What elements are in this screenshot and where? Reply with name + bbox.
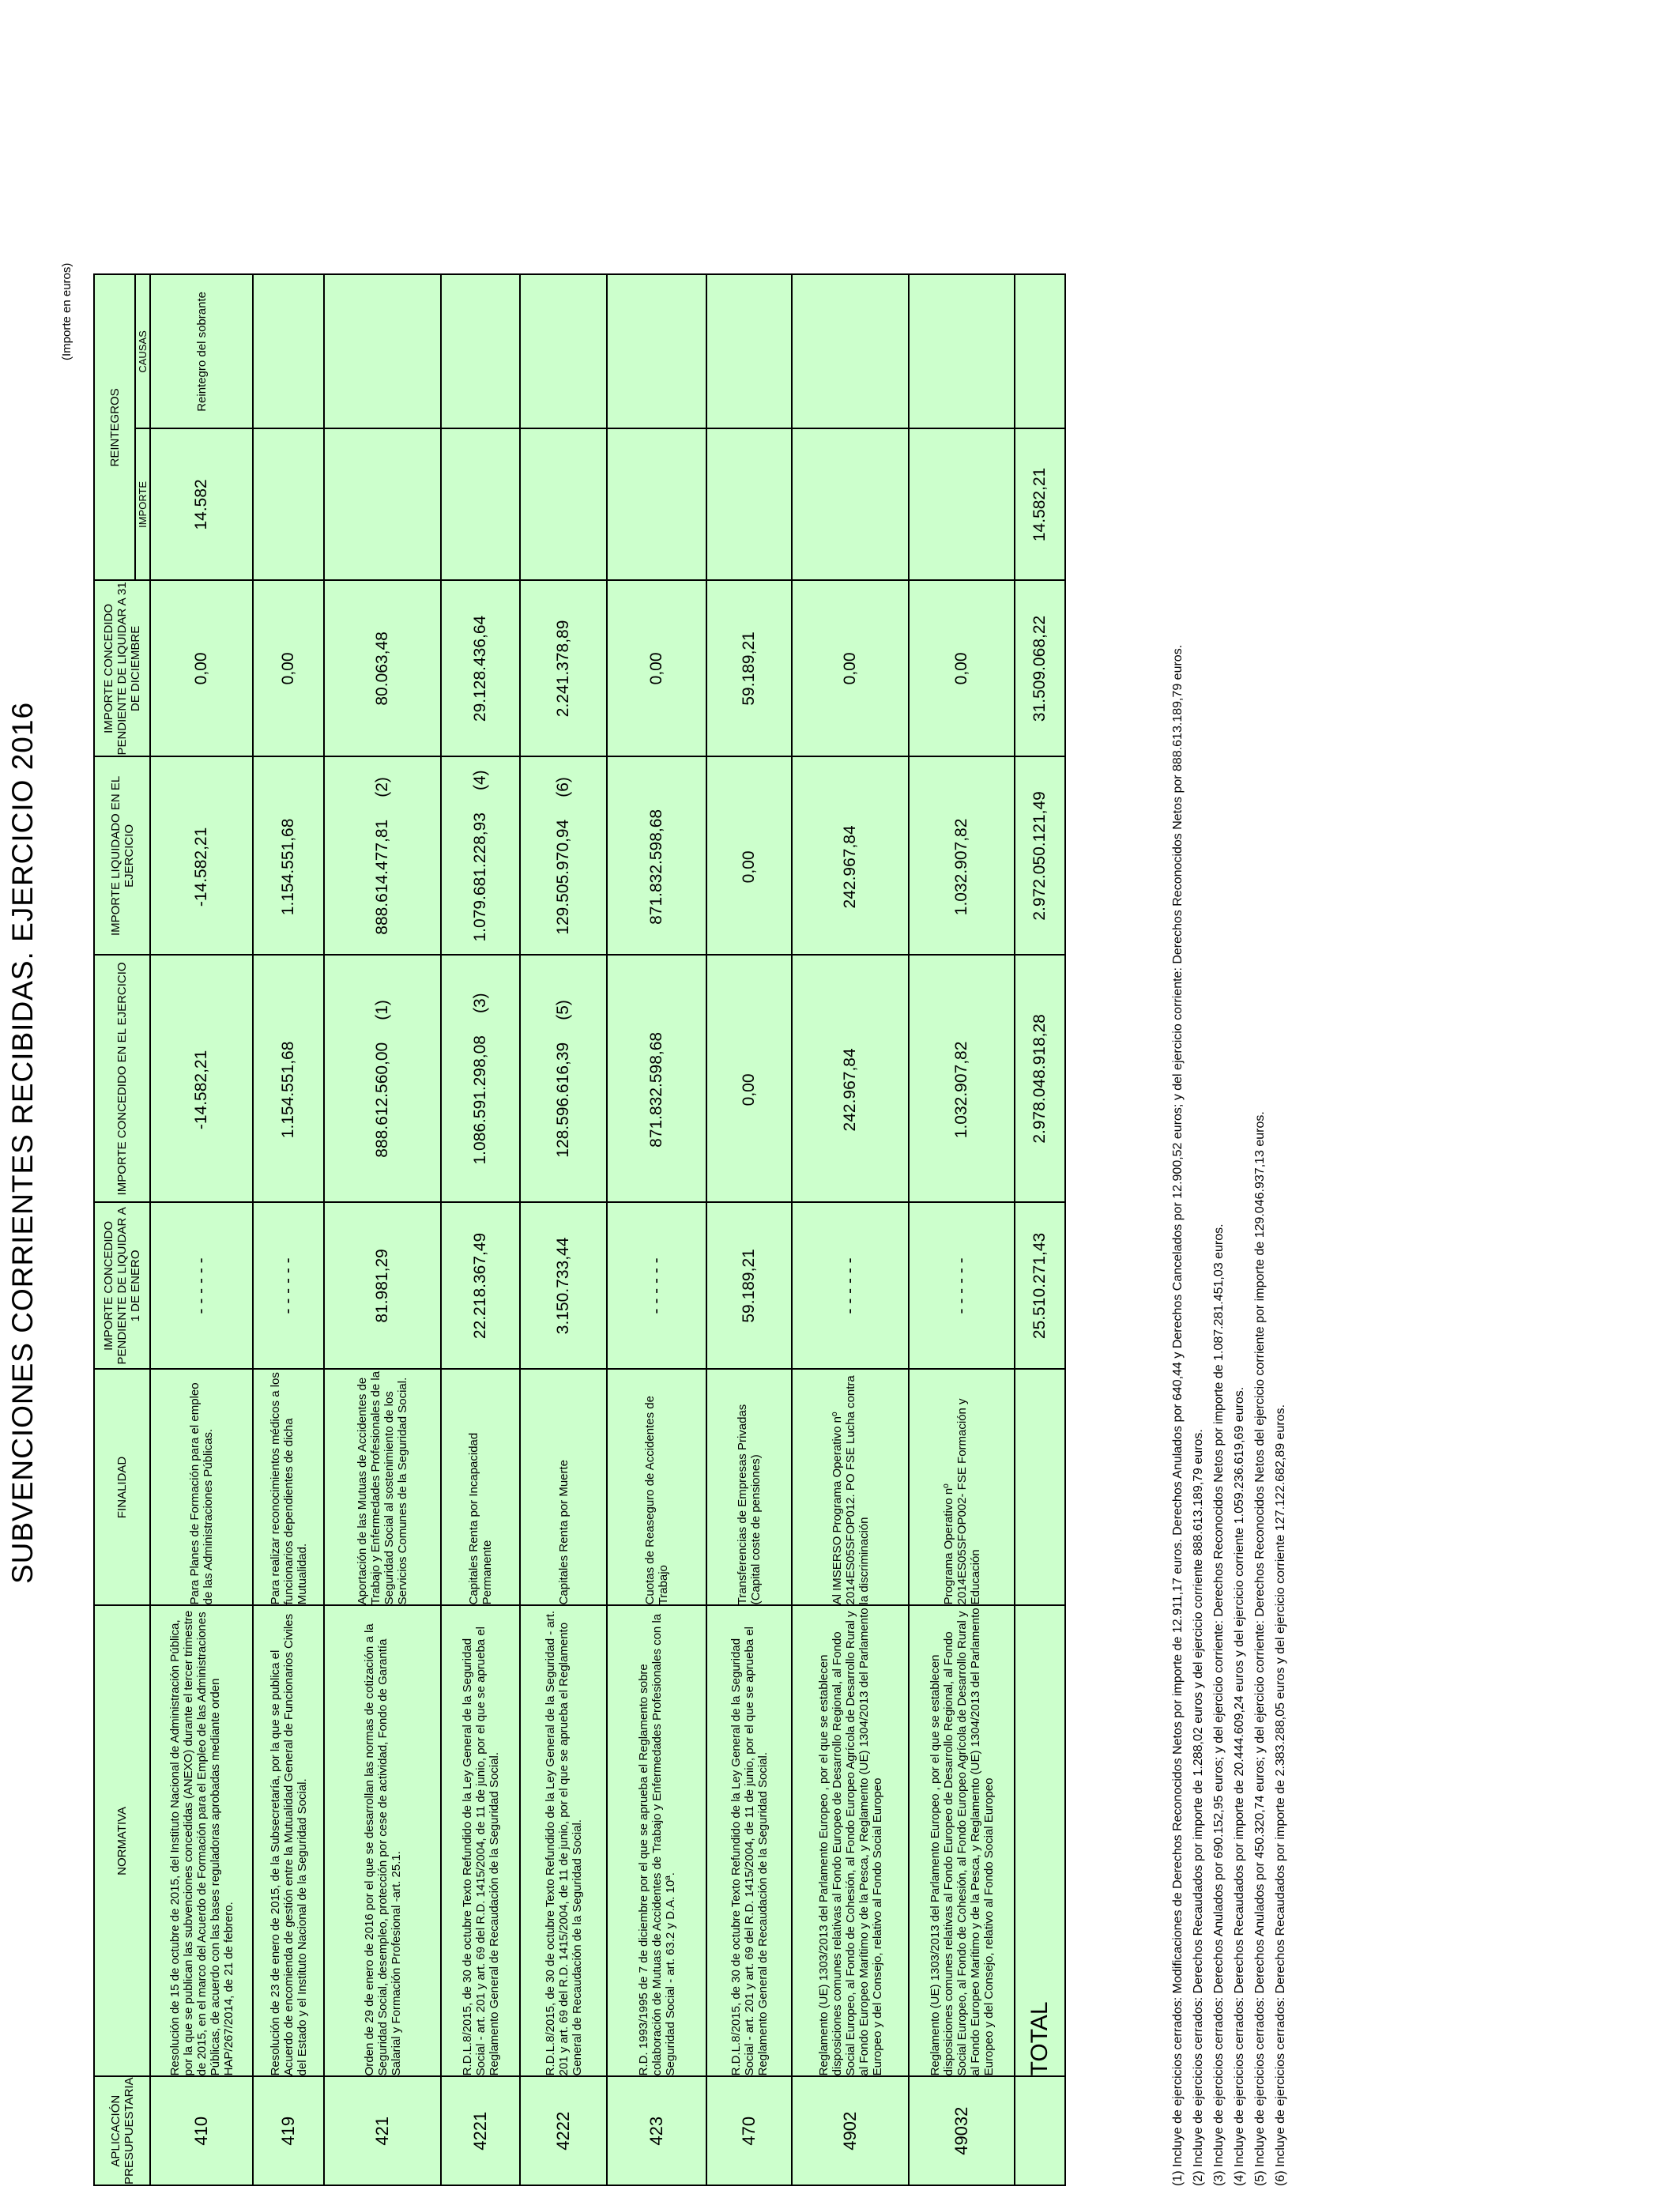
value: 242.967,84 xyxy=(841,825,859,909)
header-reint-causas: CAUSAS xyxy=(135,274,150,428)
header-concedido: IMPORTE CONCEDIDO EN EL EJERCICIO xyxy=(94,955,150,1202)
cell-concedido xyxy=(253,955,324,1202)
cell-reint-importe xyxy=(792,428,909,580)
header-aplicacion: APLICACIÓN PRESUPUESTARIA xyxy=(94,2076,150,2185)
cell-finalidad: Para Planes de Formación para el empleo de las Administraciones Públicas. xyxy=(150,1369,253,1605)
table-row xyxy=(520,274,607,2185)
cell-normativa: Reglamento (UE) 1303/2013 del Parlamento Europeo , por el que se establecen disposiciones comunes relativas al Fondo Europeo de Desarrollo Regional, al Fondo Social Europeo, al Fondo de Cohesión, al Fondo Europeo Agrícola de Desarrollo Rural y al Fondo Europeo Marítimo y de la Pesca, y Reglamento (UE) 1304/2013 del Parlamento Europeo y del Consejo, relativo al Fondo Social Europeo xyxy=(792,1605,909,2076)
value: 128.596.616,39 xyxy=(554,1042,572,1158)
note: (4) xyxy=(471,770,489,790)
cell-pend-enero: 59.189,21 xyxy=(706,1202,792,1369)
cell-liquidado xyxy=(607,756,706,955)
value: 888.614.477,81 xyxy=(373,819,391,935)
cell-concedido xyxy=(324,955,441,1202)
value: 1.032.907,82 xyxy=(952,1041,970,1139)
table-row xyxy=(706,274,792,2185)
cell-concedido xyxy=(520,955,607,1202)
footnotes xyxy=(1168,52,1291,2186)
cell-pend-dic: 0,00 xyxy=(253,580,324,756)
value: 871.832.598,68 xyxy=(647,1031,665,1148)
cell-pend-enero: 81.981,29 xyxy=(324,1202,441,1369)
cell-reint-causa xyxy=(324,274,441,428)
cell-apl: 4902 xyxy=(792,2076,909,2185)
cell-liquidado xyxy=(520,756,607,955)
cell-reint-importe xyxy=(324,428,441,580)
cell-finalidad: Programa Operativo nº 2014ES05SFOP002- FSE Formación y Educación xyxy=(909,1369,1015,1605)
value: 1.079.681.228,93 xyxy=(471,812,489,942)
footnote: (1) Incluye de ejercicios cerrados: Modificaciones de Derechos Reconocidos Netos por importe de 12.911,17 euros. Derechos Anulados por 640,44 y Derechos Cancelados por 12.900,52 euros; y del ejercicio corriente: Derechos Reconocidos Netos por 888.613.189,79 euros. xyxy=(1171,644,1185,2186)
cell-apl: 419 xyxy=(253,2076,324,2185)
total-causa-empty xyxy=(1015,274,1065,428)
cell-finalidad: Para realizar reconocimientos médicos a los funcionarios dependientes de dicha Mutualidad. xyxy=(253,1369,324,1605)
value: 1.154.551,68 xyxy=(279,818,297,916)
cell-pend-enero: - - - - - - xyxy=(253,1202,324,1369)
header-reintegros: REINTEGROS xyxy=(94,274,135,580)
cell-apl: 423 xyxy=(607,2076,706,2185)
cell-pend-enero: 22.218.367,49 xyxy=(441,1202,520,1369)
cell-reint-importe xyxy=(520,428,607,580)
note: (2) xyxy=(373,777,391,797)
header-pend-enero: IMPORTE CONCEDIDO PENDIENTE DE LIQUIDAR A 1 DE ENERO xyxy=(94,1202,150,1369)
cell-concedido xyxy=(607,955,706,1202)
cell-pend-dic: 0,00 xyxy=(909,580,1015,756)
cell-pend-dic: 0,00 xyxy=(607,580,706,756)
cell-apl: 421 xyxy=(324,2076,441,2185)
note: (5) xyxy=(554,1000,572,1020)
cell-liquidado xyxy=(324,756,441,955)
cell-apl: 4221 xyxy=(441,2076,520,2185)
cell-pend-enero: - - - - - - xyxy=(150,1202,253,1369)
cell-normativa: Resolución de 23 de enero de 2015, de la Subsecretaría, por la que se publica el Acuerdo de encomienda de gestión entre la Mutualidad General de Funcionarios Civiles del Estado y el Instituto Nacional de la Seguridad Social. xyxy=(253,1605,324,2076)
cell-reint-causa xyxy=(909,274,1015,428)
note: (6) xyxy=(554,777,572,797)
cell-liquidado xyxy=(441,756,520,955)
cell-normativa: Orden de 29 de enero de 2016 por el que se desarrollan las normas de cotización a la Seguridad Social, desempleo, protección por cese de actividad, Fondo de Garantía Salarial y Formación Profesional -art. 25.1. xyxy=(324,1605,441,2076)
value: -14.582,21 xyxy=(192,1050,210,1130)
cell-reint-causa xyxy=(792,274,909,428)
cell-finalidad: Capitales Renta por Incapacidad Permanente xyxy=(441,1369,520,1605)
cell-pend-dic: 29.128.436,64 xyxy=(441,580,520,756)
table-row xyxy=(253,274,324,2185)
table-row xyxy=(441,274,520,2185)
total-reint-importe: 14.582,21 xyxy=(1015,428,1065,580)
cell-pend-enero: - - - - - - xyxy=(792,1202,909,1369)
total-pend-dic: 31.509.068,22 xyxy=(1015,580,1065,756)
value: 871.832.598,68 xyxy=(647,809,665,925)
subsidies-table xyxy=(93,273,1066,2186)
table-row xyxy=(324,274,441,2185)
cell-reint-causa xyxy=(253,274,324,428)
cell-reint-importe xyxy=(253,428,324,580)
header-finalidad: FINALIDAD xyxy=(94,1369,150,1605)
footnote: (4) Incluye de ejercicios cerrados: Derechos Recaudados por importe de 20.444.609,24 euros y del ejercicio corriente 1.059.236.619,69 euros. xyxy=(1233,1386,1246,2186)
cell-apl: 470 xyxy=(706,2076,792,2185)
cell-reint-importe xyxy=(909,428,1015,580)
cell-finalidad: Cuotas de Reaseguro de Accidentes de Trabajo xyxy=(607,1369,706,1605)
footnote: (6) Incluye de ejercicios cerrados: Derechos Recaudados por importe de 2.383.288,05 euros y del ejercicio corriente 127.122.682,89 euros. xyxy=(1274,1404,1287,2186)
cell-finalidad: Transferencias de Empresas Privadas (Capital coste de pensiones) xyxy=(706,1369,792,1605)
cell-finalidad: Aportación de las Mutuas de Accidentes de Trabajo y Enfermedades Profesionales de la Seguridad Social al sostenimiento de los Servicios Comunes de la Seguridad Social. xyxy=(324,1369,441,1605)
cell-apl: 49032 xyxy=(909,2076,1015,2185)
cell-reint-causa: Reintegro del sobrante xyxy=(150,274,253,428)
page-title: SUBVENCIONES CORRIENTES RECIBIDAS. EJERCICIO 2016 xyxy=(6,701,39,1585)
cell-concedido xyxy=(150,955,253,1202)
cell-liquidado xyxy=(792,756,909,955)
total-finalidad-empty xyxy=(1015,1369,1065,1605)
cell-finalidad: Al IMSERSO Programa Operativo nº 2014ES05SFOP012. PO FSE Lucha contra la discriminación xyxy=(792,1369,909,1605)
note: (3) xyxy=(471,993,489,1013)
cell-apl: 4222 xyxy=(520,2076,607,2185)
cell-concedido xyxy=(792,955,909,1202)
cell-pend-enero: - - - - - - xyxy=(909,1202,1015,1369)
cell-pend-dic: 2.241.378,89 xyxy=(520,580,607,756)
cell-pend-enero: 3.150.733,44 xyxy=(520,1202,607,1369)
total-row xyxy=(1015,274,1065,2185)
total-label: TOTAL xyxy=(1015,1605,1065,2076)
cell-concedido xyxy=(706,955,792,1202)
value: 1.032.907,82 xyxy=(952,818,970,916)
table-row xyxy=(792,274,909,2185)
total-pend-enero: 25.510.271,43 xyxy=(1015,1202,1065,1369)
cell-apl: 410 xyxy=(150,2076,253,2185)
value: 1.086.591.298,08 xyxy=(471,1035,489,1165)
value: 242.967,84 xyxy=(841,1048,859,1132)
total-blank xyxy=(1015,2076,1065,2185)
value: 888.612.560,00 xyxy=(373,1042,391,1158)
cell-reint-importe xyxy=(706,428,792,580)
units-note: (Importe en euros) xyxy=(60,262,73,360)
total-liquidado: 2.972.050.121,49 xyxy=(1015,756,1065,955)
cell-liquidado xyxy=(150,756,253,955)
header-pend-dic: IMPORTE CONCEDIDO PENDIENTE DE LIQUIDAR A 31 DE DICIEMBRE xyxy=(94,580,150,756)
cell-pend-dic: 0,00 xyxy=(150,580,253,756)
footnote: (5) Incluye de ejercicios cerrados: Derechos Anulados por 450.320,74 euros; y del ejercicio corriente: Derechos Reconocidos Netos del ejercicio corriente por importe de 129.046.937,13 euros. xyxy=(1253,1111,1267,2186)
header-liquidado: IMPORTE LIQUIDADO EN EL EJERCICIO xyxy=(94,756,150,955)
header-reint-importe: IMPORTE xyxy=(135,428,150,580)
cell-pend-dic: 80.063,48 xyxy=(324,580,441,756)
cell-normativa: Reglamento (UE) 1303/2013 del Parlamento Europeo , por el que se establecen disposiciones comunes relativas al Fondo Europeo de Desarrollo Regional, al Fondo Social Europeo, al Fondo de Cohesión, al Fondo Europeo Agrícola de Desarrollo Rural y al Fondo Europeo Marítimo y de la Pesca, y Reglamento (UE) 1304/2013 del Parlamento Europeo y del Consejo, relativo al Fondo Social Europeo xyxy=(909,1605,1015,2076)
cell-reint-importe xyxy=(607,428,706,580)
cell-pend-enero: - - - - - - xyxy=(607,1202,706,1369)
footnote: (3) Incluye de ejercicios cerrados: Derechos Anulados por 690.152,95 euros; y del ejercicio corriente: Derechos Reconocidos Netos por importe de 1.087.281.451,03 euros. xyxy=(1212,1223,1226,2186)
cell-reint-causa xyxy=(706,274,792,428)
table-row xyxy=(909,274,1015,2185)
table-row xyxy=(150,274,253,2185)
cell-liquidado xyxy=(253,756,324,955)
cell-concedido xyxy=(909,955,1015,1202)
value: -14.582,21 xyxy=(192,827,210,907)
cell-reint-causa xyxy=(607,274,706,428)
value: 0,00 xyxy=(740,850,758,884)
cell-reint-importe: 14.582 xyxy=(150,428,253,580)
cell-liquidado xyxy=(706,756,792,955)
cell-reint-causa xyxy=(520,274,607,428)
cell-liquidado xyxy=(909,756,1015,955)
cell-normativa: R.D. 1993/1995 de 7 de diciembre por el que se aprueba el Reglamento sobre colaboración de Mutuas de Accidentes de Trabajo y Enfermedades Profesionales con la Seguridad Social - art. 63.2 y D.A. 10ª. xyxy=(607,1605,706,2076)
cell-normativa: Resolución de 15 de octubre de 2015, del Instituto Nacional de Administración Pública, por la que se publican las subvenciones concedidas (ANEXO) durante el tercer trimestre de 2015, en el marco del Acuerdo de Formación para el Empleo de las Administraciones Públicas, de acuerdo con las bases reguladoras aprobadas mediante orden HAP/267/2014, de 21 de febrero. xyxy=(150,1605,253,2076)
value: 129.505.970,94 xyxy=(554,819,572,935)
footnote: (2) Incluye de ejercicios cerrados: Derechos Recaudados por importe de 1.288,02 euros y del ejercicio corriente 888.613.189,79 euros. xyxy=(1192,1429,1205,2186)
cell-normativa: R.D.L.8/2015, de 30 de octubre Texto Refundido de la Ley General de la Seguridad Social - art. 201 y art. 69 del R.D. 1415/2004, de 11 de junio, por el que se aprueba el Reglamento General de Recaudación de la Seguridad Social. xyxy=(441,1605,520,2076)
cell-pend-dic: 59.189,21 xyxy=(706,580,792,756)
cell-reint-causa xyxy=(441,274,520,428)
cell-normativa: R.D.L.8/2015, de 30 de octubre Texto Refundido de la Ley General de la Seguridad Social - art. 201 y art. 69 del R.D. 1415/2004, de 11 de junio, por el que se aprueba el Reglamento General de Recaudación de la Seguridad Social. xyxy=(706,1605,792,2076)
cell-concedido xyxy=(441,955,520,1202)
total-concedido: 2.978.048.918,28 xyxy=(1015,955,1065,1202)
note: (1) xyxy=(373,1000,391,1020)
header-normativa: NORMATIVA xyxy=(94,1605,150,2076)
cell-pend-dic: 0,00 xyxy=(792,580,909,756)
cell-reint-importe xyxy=(441,428,520,580)
table-row xyxy=(607,274,706,2185)
value: 0,00 xyxy=(740,1073,758,1106)
cell-normativa: R.D.L.8/2015, de 30 de octubre Texto Refundido de la Ley General de la Seguridad - art. 201 y art. 69 del R.D. 1415/2004, de 11 de junio, por el que se aprueba el Reglamento General de Recaudación de la Seguridad Social. xyxy=(520,1605,607,2076)
value: 1.154.551,68 xyxy=(279,1041,297,1139)
cell-finalidad: Capitales Renta por Muerte xyxy=(520,1369,607,1605)
